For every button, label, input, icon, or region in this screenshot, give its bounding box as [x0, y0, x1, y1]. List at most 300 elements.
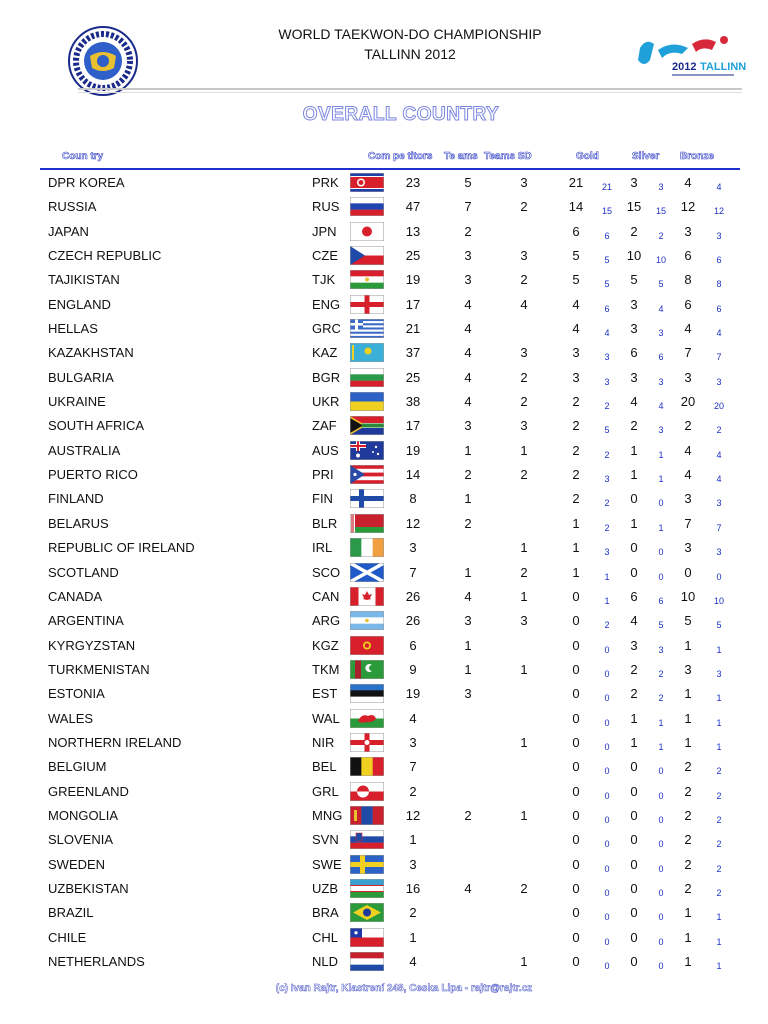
silver-count: 2 — [630, 661, 638, 677]
silver-count: 1 — [630, 710, 638, 726]
bronze-rank: 4 — [716, 474, 722, 485]
flag-kaz-icon — [350, 343, 384, 362]
flag-grl-icon — [350, 782, 384, 801]
country-code: SCO — [312, 564, 341, 580]
silver-rank: 1 — [658, 474, 664, 485]
bronze-rank: 3 — [716, 376, 722, 387]
table-row — [0, 949, 768, 973]
silver-count: 2 — [630, 686, 638, 702]
gold-count: 0 — [572, 637, 580, 653]
col-header-competitors: Com pe titors — [368, 151, 433, 162]
bronze-rank: 1 — [716, 693, 722, 704]
table-row — [0, 365, 768, 389]
gold-rank: 3 — [604, 352, 610, 363]
country-code: BRA — [312, 905, 339, 921]
bronze-count: 2 — [684, 832, 692, 848]
silver-count: 0 — [630, 880, 638, 896]
flag-chl-icon — [350, 928, 384, 947]
gold-rank: 3 — [604, 474, 610, 485]
competitors-count: 19 — [405, 686, 421, 702]
silver-rank: 3 — [658, 328, 664, 339]
gold-count: 3 — [572, 345, 580, 361]
gold-rank: 5 — [604, 255, 610, 266]
country-code: NIR — [312, 734, 335, 750]
flag-tkm-icon — [350, 660, 384, 679]
gold-rank: 2 — [604, 449, 610, 460]
copyright-footer: (c) Ivan Rajtr, Klastrení 248, Ceska Lipa - rajtr@rajtr.cz — [275, 983, 533, 994]
bronze-count: 2 — [684, 783, 692, 799]
bronze-count: 5 — [684, 613, 692, 629]
competitors-count: 4 — [409, 710, 417, 726]
bronze-rank: 8 — [716, 279, 722, 290]
table-row — [0, 852, 768, 876]
country-name: KYRGYZSTAN — [48, 637, 136, 653]
gold-count: 5 — [572, 248, 580, 264]
country-name: SWEDEN — [48, 856, 106, 872]
teams-count: 1 — [464, 661, 472, 677]
silver-rank: 1 — [658, 717, 664, 728]
gold-count: 0 — [572, 734, 580, 750]
event-subtitle: TALLINN 2012 — [364, 46, 456, 62]
country-name: ENGLAND — [48, 296, 111, 312]
bronze-count: 2 — [684, 856, 692, 872]
gold-rank: 5 — [604, 279, 610, 290]
bronze-rank: 1 — [716, 912, 722, 923]
competitors-count: 38 — [405, 394, 421, 410]
table-row — [0, 243, 768, 267]
table-row — [0, 754, 768, 778]
flag-bel-icon — [350, 757, 384, 776]
bronze-count: 1 — [684, 637, 692, 653]
silver-rank: 0 — [658, 887, 664, 898]
country-name: TURKMENISTAN — [48, 661, 150, 677]
teams-count: 1 — [464, 564, 472, 580]
bronze-count: 1 — [684, 734, 692, 750]
gold-rank: 0 — [604, 693, 610, 704]
flag-nld-icon — [350, 952, 384, 971]
silver-rank: 6 — [658, 595, 664, 606]
silver-count: 1 — [630, 734, 638, 750]
gold-count: 0 — [572, 759, 580, 775]
bronze-count: 1 — [684, 929, 692, 945]
bronze-count: 0 — [684, 564, 692, 580]
silver-rank: 0 — [658, 839, 664, 850]
teams-sd-count: 3 — [520, 248, 528, 264]
country-code: PRK — [312, 175, 339, 190]
table-row — [0, 219, 768, 243]
table-row — [0, 194, 768, 218]
silver-rank: 3 — [658, 644, 664, 655]
silver-rank: 0 — [658, 912, 664, 923]
competitors-count: 26 — [405, 613, 421, 629]
country-code: KAZ — [312, 345, 338, 361]
teams-count: 1 — [464, 442, 472, 458]
gold-rank: 3 — [604, 376, 610, 387]
teams-sd-count: 1 — [520, 588, 528, 604]
silver-count: 3 — [630, 369, 638, 385]
bronze-count: 6 — [684, 296, 692, 312]
table-row — [0, 827, 768, 851]
flag-blr-icon — [350, 514, 384, 533]
col-header-teams: Te ams — [444, 151, 478, 162]
country-code: CAN — [312, 588, 340, 604]
flag-arg-icon — [350, 611, 384, 630]
teams-count: 5 — [464, 175, 472, 190]
flag-rus-icon — [350, 197, 384, 216]
competitors-count: 19 — [405, 272, 421, 288]
bronze-rank: 2 — [716, 814, 722, 825]
teams-sd-count: 1 — [520, 442, 528, 458]
flag-grc-icon — [350, 319, 384, 338]
silver-count: 3 — [630, 296, 638, 312]
table-row — [0, 438, 768, 462]
silver-count: 3 — [630, 321, 638, 337]
silver-count: 3 — [630, 637, 638, 653]
silver-rank: 0 — [658, 936, 664, 947]
teams-count: 3 — [464, 686, 472, 702]
table-row — [0, 900, 768, 924]
silver-count: 5 — [630, 272, 638, 288]
table-row — [0, 657, 768, 681]
flag-prk-icon — [350, 173, 384, 192]
gold-rank: 0 — [604, 936, 610, 947]
bronze-count: 2 — [684, 418, 692, 434]
country-name: CHILE — [48, 929, 87, 945]
teams-sd-count: 1 — [520, 661, 528, 677]
teams-sd-count: 2 — [520, 467, 528, 483]
country-name: CANADA — [48, 588, 103, 604]
silver-rank: 2 — [658, 668, 664, 679]
table-row — [0, 608, 768, 632]
gold-count: 0 — [572, 661, 580, 677]
bronze-rank: 4 — [716, 328, 722, 339]
gold-count: 0 — [572, 783, 580, 799]
competitors-count: 7 — [409, 564, 417, 580]
gold-count: 0 — [572, 880, 580, 896]
flag-est-icon — [350, 684, 384, 703]
gold-count: 2 — [572, 442, 580, 458]
flag-jpn-icon — [350, 222, 384, 241]
logo-year: 2012 — [672, 61, 697, 73]
silver-count: 0 — [630, 905, 638, 921]
gold-rank: 2 — [604, 401, 610, 412]
gold-count: 0 — [572, 613, 580, 629]
teams-sd-count: 1 — [520, 734, 528, 750]
bronze-count: 3 — [684, 540, 692, 556]
country-name: SOUTH AFRICA — [48, 418, 145, 434]
country-code: EST — [312, 686, 338, 702]
country-name: PUERTO RICO — [48, 467, 138, 483]
teams-count: 2 — [464, 807, 472, 823]
silver-rank: 0 — [658, 863, 664, 874]
silver-rank: 4 — [658, 303, 664, 314]
gold-count: 6 — [572, 223, 580, 239]
bronze-rank: 4 — [716, 182, 722, 192]
bronze-count: 3 — [684, 661, 692, 677]
country-name: BELGIUM — [48, 759, 107, 775]
flag-bgr-icon — [350, 368, 384, 387]
gold-rank: 21 — [601, 182, 612, 192]
gold-count: 1 — [572, 564, 580, 580]
bronze-rank: 3 — [716, 668, 722, 679]
country-name: TAJIKISTAN — [48, 272, 120, 288]
table-row — [0, 389, 768, 413]
country-code: KGZ — [312, 637, 339, 653]
bronze-rank: 6 — [716, 255, 722, 266]
silver-rank: 0 — [658, 814, 664, 825]
teams-sd-count: 2 — [520, 564, 528, 580]
flag-tjk-icon — [350, 270, 384, 289]
teams-count: 4 — [464, 321, 472, 337]
silver-rank: 5 — [658, 620, 664, 631]
bronze-count: 3 — [684, 491, 692, 507]
bronze-count: 4 — [684, 175, 692, 190]
silver-count: 6 — [630, 345, 638, 361]
header-separator — [78, 88, 742, 90]
silver-count: 4 — [630, 394, 638, 410]
silver-count: 0 — [630, 929, 638, 945]
competitors-count: 13 — [405, 223, 421, 239]
silver-count: 0 — [630, 807, 638, 823]
country-code: UZB — [312, 880, 338, 896]
country-name: AUSTRALIA — [48, 442, 121, 458]
bronze-rank: 0 — [716, 571, 722, 582]
bronze-count: 8 — [684, 272, 692, 288]
silver-rank: 2 — [658, 230, 664, 241]
table-row — [0, 267, 768, 291]
flag-sco-icon — [350, 563, 384, 582]
bronze-count: 3 — [684, 369, 692, 385]
silver-rank: 6 — [658, 352, 664, 363]
gold-count: 0 — [572, 954, 580, 969]
table-row — [0, 486, 768, 510]
gold-rank: 0 — [604, 668, 610, 679]
teams-sd-count: 2 — [520, 272, 528, 288]
competitors-count: 17 — [405, 418, 421, 434]
country-code: SWE — [312, 856, 342, 872]
gold-count: 0 — [572, 905, 580, 921]
bronze-count: 7 — [684, 345, 692, 361]
competitors-count: 2 — [409, 905, 417, 921]
country-code: AUS — [312, 442, 339, 458]
competitors-count: 26 — [405, 588, 421, 604]
gold-rank: 0 — [604, 912, 610, 923]
gold-rank: 2 — [604, 522, 610, 533]
teams-count: 2 — [464, 515, 472, 531]
silver-rank: 1 — [658, 741, 664, 752]
bronze-rank: 5 — [716, 620, 722, 631]
teams-sd-count: 1 — [520, 540, 528, 556]
gold-count: 1 — [572, 515, 580, 531]
bronze-count: 2 — [684, 880, 692, 896]
country-code: BLR — [312, 515, 338, 531]
teams-count: 3 — [464, 418, 472, 434]
silver-count: 2 — [630, 223, 638, 239]
flag-zaf-icon — [350, 416, 384, 435]
bronze-rank: 2 — [716, 839, 722, 850]
competitors-count: 4 — [409, 954, 417, 969]
bronze-count: 3 — [684, 223, 692, 239]
competitors-count: 3 — [409, 856, 417, 872]
table-row — [0, 170, 768, 194]
col-header-country: Coun try — [62, 151, 104, 162]
table-row — [0, 560, 768, 584]
bronze-rank: 7 — [716, 352, 722, 363]
gold-count: 2 — [572, 418, 580, 434]
bronze-rank: 2 — [716, 863, 722, 874]
flag-mng-icon — [350, 806, 384, 825]
country-name: ESTONIA — [48, 686, 105, 702]
competitors-count: 12 — [405, 515, 421, 531]
silver-count: 0 — [630, 783, 638, 799]
table-row — [0, 462, 768, 486]
bronze-rank: 3 — [716, 230, 722, 241]
country-code: WAL — [312, 710, 340, 726]
silver-count: 0 — [630, 491, 638, 507]
tallinn-2012-logo-icon — [632, 30, 748, 86]
bronze-count: 2 — [684, 807, 692, 823]
country-code: SVN — [312, 832, 339, 848]
teams-sd-count: 2 — [520, 394, 528, 410]
table-row — [0, 779, 768, 803]
country-name: SLOVENIA — [48, 832, 114, 848]
bronze-count: 12 — [680, 199, 696, 215]
bronze-rank: 1 — [716, 741, 722, 752]
country-name: DPR KOREA — [48, 175, 125, 190]
gold-rank: 0 — [604, 644, 610, 655]
silver-count: 0 — [630, 832, 638, 848]
gold-rank: 3 — [604, 547, 610, 558]
flag-cze-icon — [350, 246, 384, 265]
bronze-count: 1 — [684, 954, 692, 969]
silver-count: 0 — [630, 954, 638, 969]
country-code: TKM — [312, 661, 340, 677]
silver-rank: 3 — [658, 376, 664, 387]
silver-rank: 4 — [658, 401, 664, 412]
flag-svn-icon — [350, 830, 384, 849]
competitors-count: 47 — [405, 199, 421, 215]
header-separator-thin — [78, 92, 742, 93]
silver-rank: 0 — [658, 571, 664, 582]
gold-rank: 0 — [604, 814, 610, 825]
competitors-count: 37 — [405, 345, 421, 361]
teams-count: 7 — [464, 199, 472, 215]
teams-count: 2 — [464, 467, 472, 483]
gold-count: 3 — [572, 369, 580, 385]
gold-count: 0 — [572, 856, 580, 872]
col-header-teams-sd: Teams SD — [484, 151, 532, 162]
flag-ukr-icon — [350, 392, 384, 411]
gold-count: 1 — [572, 540, 580, 556]
gold-count: 2 — [572, 394, 580, 410]
teams-sd-count: 1 — [520, 954, 528, 969]
country-code: JPN — [312, 223, 337, 239]
gold-rank: 6 — [604, 303, 610, 314]
country-name: NORTHERN IRELAND — [48, 734, 182, 750]
competitors-count: 19 — [405, 442, 421, 458]
country-code: CZE — [312, 248, 338, 264]
silver-rank: 2 — [658, 693, 664, 704]
flag-bra-icon — [350, 903, 384, 922]
flag-eng-icon — [350, 295, 384, 314]
gold-rank: 0 — [604, 887, 610, 898]
teams-sd-count: 3 — [520, 418, 528, 434]
competitors-count: 25 — [405, 369, 421, 385]
silver-rank: 3 — [658, 425, 664, 436]
teams-sd-count: 2 — [520, 880, 528, 896]
logo-city: TALLINN — [700, 61, 747, 73]
gold-rank: 4 — [604, 328, 610, 339]
teams-count: 4 — [464, 588, 472, 604]
gold-count: 5 — [572, 272, 580, 288]
results-table — [0, 170, 768, 973]
country-name: JAPAN — [48, 223, 89, 239]
flag-aus-icon — [350, 441, 384, 460]
bronze-count: 20 — [680, 394, 696, 410]
flag-pri-icon — [350, 465, 384, 484]
competitors-count: 21 — [405, 321, 421, 337]
teams-count: 4 — [464, 394, 472, 410]
gold-count: 0 — [572, 710, 580, 726]
competitors-count: 1 — [409, 929, 417, 945]
gold-rank: 0 — [604, 790, 610, 801]
competitors-count: 3 — [409, 540, 417, 556]
silver-rank: 15 — [655, 206, 666, 217]
silver-rank: 0 — [658, 547, 664, 558]
table-row — [0, 340, 768, 364]
gold-rank: 2 — [604, 620, 610, 631]
silver-count: 3 — [630, 175, 638, 190]
silver-count: 0 — [630, 564, 638, 580]
country-code: RUS — [312, 199, 340, 215]
silver-count: 2 — [630, 418, 638, 434]
country-code: NLD — [312, 954, 339, 969]
country-code: GRL — [312, 783, 339, 799]
col-header-bronze: Bronze — [680, 151, 714, 162]
teams-count: 2 — [464, 223, 472, 239]
country-name: UZBEKISTAN — [48, 880, 129, 896]
bronze-rank: 3 — [716, 547, 722, 558]
silver-rank: 0 — [658, 766, 664, 777]
table-row — [0, 633, 768, 657]
bronze-count: 10 — [680, 588, 696, 604]
silver-rank: 5 — [658, 279, 664, 290]
bronze-rank: 20 — [713, 401, 724, 412]
country-code: ZAF — [312, 418, 337, 434]
bronze-count: 7 — [684, 515, 692, 531]
silver-count: 10 — [626, 248, 642, 264]
country-name: SCOTLAND — [48, 564, 119, 580]
country-name: BELARUS — [48, 515, 109, 531]
gold-count: 0 — [572, 929, 580, 945]
table-row — [0, 413, 768, 437]
country-name: CZECH REPUBLIC — [48, 248, 162, 264]
col-header-gold: Gold — [576, 151, 599, 162]
table-row — [0, 925, 768, 949]
country-code: UKR — [312, 394, 340, 410]
teams-sd-count: 2 — [520, 369, 528, 385]
teams-count: 4 — [464, 880, 472, 896]
col-header-silver: Silver — [632, 151, 660, 162]
gold-count: 2 — [572, 491, 580, 507]
country-name: NETHERLANDS — [48, 954, 145, 969]
table-row — [0, 706, 768, 730]
bronze-rank: 7 — [716, 522, 722, 533]
country-name: UKRAINE — [48, 394, 106, 410]
gold-rank: 1 — [604, 571, 610, 582]
country-code: CHL — [312, 929, 339, 945]
bronze-count: 2 — [684, 759, 692, 775]
